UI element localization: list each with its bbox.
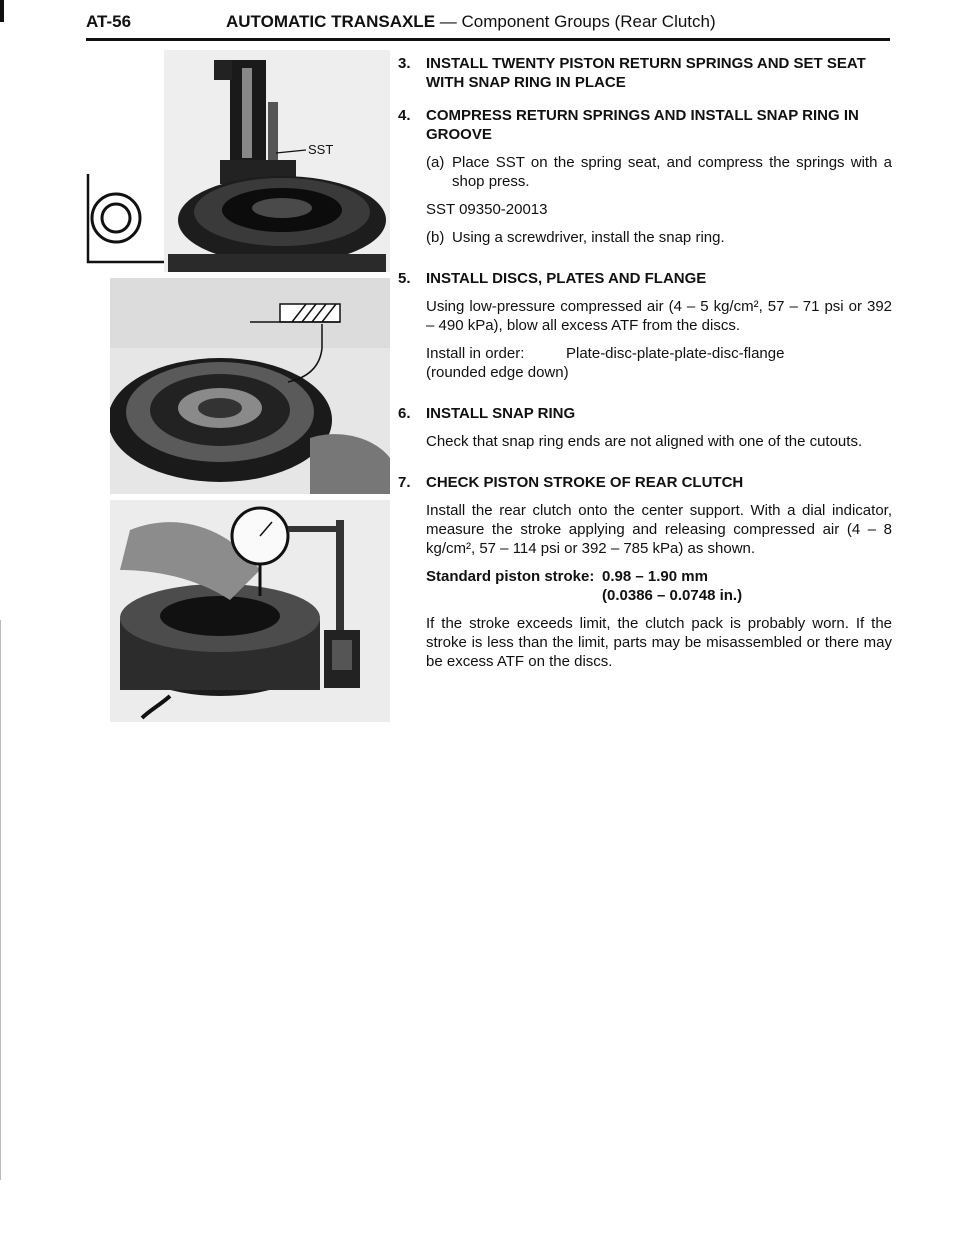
figure-spring-compress-drawing bbox=[164, 50, 390, 272]
spec-value-mm: 0.98 – 1.90 mm bbox=[602, 568, 708, 585]
figure-piston-stroke-drawing bbox=[110, 500, 390, 722]
step-number: 4. bbox=[398, 107, 411, 124]
step-4 bbox=[398, 106, 892, 247]
step-title: INSTALL SNAP RING bbox=[426, 405, 576, 422]
substep-label: (b) bbox=[426, 229, 445, 246]
corner-mark bbox=[0, 0, 12, 22]
install-order-note: (rounded edge down) bbox=[426, 364, 569, 381]
substep-text: Place SST on the spring seat, and compress the springs with a shop press. bbox=[452, 154, 892, 190]
figure-discs-plates-drawing bbox=[110, 278, 390, 494]
step-number: 6. bbox=[398, 405, 411, 422]
figure-spring-compress bbox=[164, 50, 390, 272]
step-paragraph: If the stroke exceeds limit, the clutch pack is probably worn. If the stroke is less than the limit, parts may be misassembled or there may be excess ATF on the discs. bbox=[426, 615, 892, 670]
step-paragraph: Install the rear clutch onto the center support. With a dial indicator, measure the stroke applying and releasing compressed air (4 – 8 kg/cm², 57 – 114 psi or 392 – 785 kPa) as shown. bbox=[426, 502, 892, 557]
substep-a bbox=[426, 153, 892, 191]
step-title: CHECK PISTON STROKE OF REAR CLUTCH bbox=[426, 474, 744, 491]
step-title: INSTALL TWENTY PISTON RETURN SPRINGS AND SET SEAT WITH SNAP RING IN PLACE bbox=[426, 55, 866, 91]
install-order-label: Install in order: bbox=[426, 345, 525, 362]
figure-discs-plates bbox=[110, 278, 390, 494]
install-order bbox=[426, 344, 892, 382]
margin-line bbox=[0, 620, 5, 1180]
camera-view-icon bbox=[86, 172, 166, 268]
substep-text: Using a screwdriver, install the snap ring. bbox=[452, 229, 725, 246]
page-number: AT-56 bbox=[86, 12, 132, 31]
substep-label: (a) bbox=[426, 154, 445, 171]
sst-label: SST bbox=[308, 142, 334, 157]
step-5 bbox=[398, 269, 892, 382]
step-6 bbox=[398, 404, 892, 451]
spec-value-in: (0.0386 – 0.0748 in.) bbox=[602, 587, 743, 604]
step-3 bbox=[398, 54, 892, 92]
step-paragraph: Check that snap ring ends are not aligned with one of the cutouts. bbox=[426, 433, 863, 450]
page-header bbox=[86, 12, 890, 36]
install-order-value: Plate-disc-plate-plate-disc-flange bbox=[566, 345, 785, 362]
step-title: INSTALL DISCS, PLATES AND FLANGE bbox=[426, 270, 707, 287]
step-number: 3. bbox=[398, 55, 411, 72]
title-bold: AUTOMATIC TRANSAXLE bbox=[226, 12, 436, 31]
step-title: COMPRESS RETURN SPRINGS AND INSTALL SNAP RING IN GROOVE bbox=[426, 107, 859, 143]
header-rule bbox=[86, 38, 890, 41]
sst-number: SST 09350-20013 bbox=[426, 201, 548, 218]
figure-piston-stroke bbox=[110, 500, 390, 722]
step-number: 5. bbox=[398, 270, 411, 287]
step-7 bbox=[398, 473, 892, 671]
substep-b bbox=[426, 228, 892, 247]
title-rest: — Component Groups (Rear Clutch) bbox=[435, 12, 716, 31]
piston-stroke-spec bbox=[426, 567, 892, 605]
step-number: 7. bbox=[398, 474, 411, 491]
spec-values bbox=[602, 567, 742, 605]
step-paragraph: Using low-pressure compressed air (4 – 5 kg/cm², 57 – 71 psi or 392 – 490 kPa), blow all excess ATF from the discs. bbox=[426, 298, 892, 334]
instructions-column bbox=[398, 54, 892, 685]
page-title bbox=[226, 12, 716, 32]
spec-label: Standard piston stroke: bbox=[426, 568, 595, 585]
